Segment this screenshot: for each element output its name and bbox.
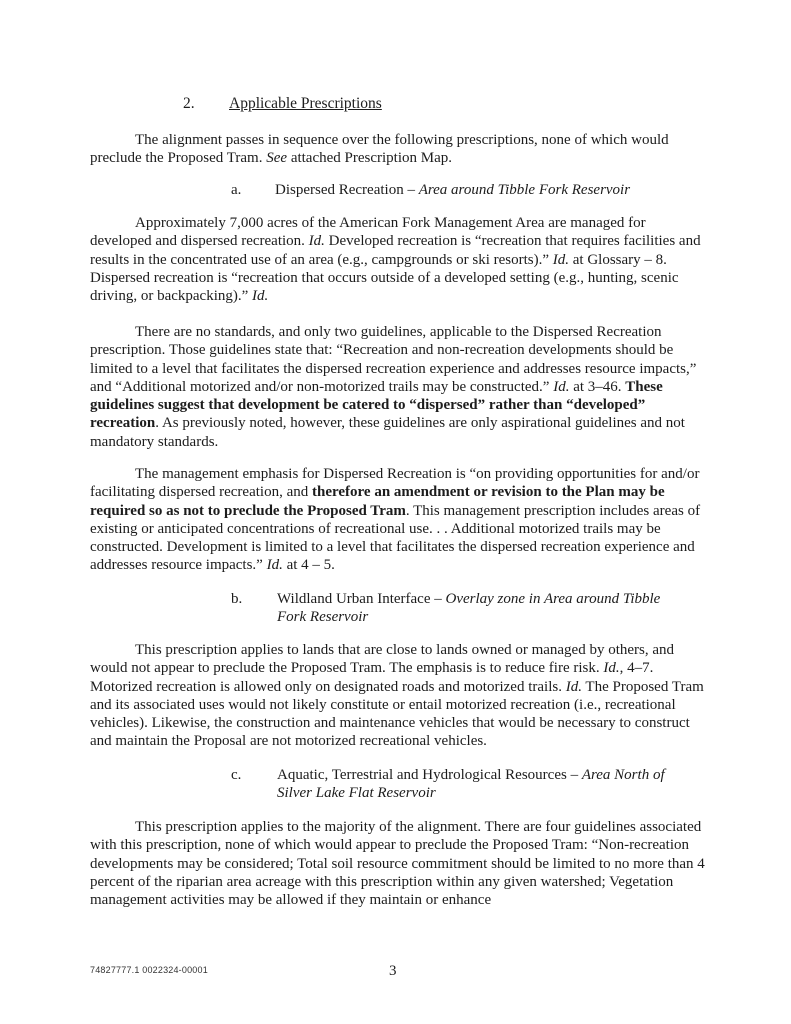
subsection-c-heading — [231, 766, 701, 806]
subsection-letter: c. — [231, 767, 242, 783]
text-run: The alignment passes in sequence over the following prescriptions, none of which would preclude the Proposed Tram. — [90, 132, 669, 167]
text-run: This prescription applies to the majority of the alignment. There are four guidelines associated with this prescription, none of which would appear to preclude the Proposed Tram: “Non-recreation developments may be considered; Total soil resource commitment should be limited to no more than 4 percent of the riparian area acreage with this prescription within any given watershed; Vegetation management activities may be allowed if they maintain or enhance — [90, 819, 705, 909]
subsection-title — [277, 590, 691, 627]
italic-run: Silver Lake Flat Reservoir — [277, 785, 436, 802]
text-run: at 3–46. — [569, 378, 626, 395]
text-run: The management emphasis for Dispersed Recreation is “on providing opportunities for and/or facilitating dispersed recreation, and — [90, 466, 700, 501]
section-number: 2. — [183, 95, 195, 112]
bold-run: These guidelines suggest that development be catered to “dispersed” rather than “developed” recreation — [90, 378, 663, 432]
text-run: , 4–7. Motorized recreation is allowed only on designated roads and motorized trails. — [90, 660, 654, 695]
paragraph-4 — [90, 641, 710, 751]
italic-run: Overlay zone in Area around Tibble — [445, 591, 661, 607]
subsection-title — [275, 181, 630, 199]
text-run: The Proposed Tram and its associated uses would not likely constitute or entail motorized recreation (i.e., recreational vehicles). Likewise, the construction and maintenance vehicles that would be necessary to construct and maintain the Proposal are not motorized recreational vehicles. — [90, 678, 704, 750]
text-run: attached Prescription Map. — [287, 150, 453, 167]
text-run: Developed recreation is “recreation that requires facilities and results in the concentrated use of an area (e.g., campgrounds or ski resorts).” — [90, 233, 701, 268]
italic-run: Area around Tibble Fork Reservoir — [418, 182, 631, 198]
paragraph-5 — [90, 818, 710, 909]
paragraph-2 — [90, 323, 710, 451]
section-title: Applicable Prescriptions — [229, 95, 382, 112]
text-run: . As previously noted, however, these guidelines are only aspirational guidelines and not mandatory standards. — [90, 415, 685, 450]
subsection-b-heading — [231, 590, 691, 630]
section-heading — [183, 94, 382, 114]
italic-run: Id. — [565, 678, 582, 695]
subsection-a-heading — [231, 181, 691, 201]
text-run: Wildland Urban Interface – — [277, 591, 446, 607]
italic-run: Fork Reservoir — [277, 609, 369, 626]
italic-run: Id. — [308, 233, 325, 250]
subsection-letter: b. — [231, 591, 243, 607]
subsection-letter: a. — [231, 182, 242, 198]
text-run: Approximately 7,000 acres of the American Fork Management Area are managed for developed and dispersed recreation. — [90, 215, 646, 250]
paragraph-3 — [90, 465, 710, 575]
italic-run: Id. — [553, 378, 570, 395]
text-run: Dispersed Recreation – — [275, 182, 419, 198]
italic-run: Id. — [266, 557, 283, 574]
text-run: Aquatic, Terrestrial and Hydrological Resources – — [277, 767, 582, 783]
document-id: 74827777.1 0022324-00001 — [90, 965, 208, 975]
italic-run: Id. — [252, 288, 269, 305]
text-run: at Glossary – 8. Dispersed recreation is “recreation that occurs outside of a developed setting (e.g., hunting, scenic driving, or backpacking).” — [90, 251, 679, 305]
bold-run: therefore an amendment or revision to the Plan may be required so as not to preclude the Proposed Tram — [90, 484, 665, 519]
italic-run: Area North of — [581, 767, 665, 783]
intro-paragraph — [90, 131, 710, 168]
page-number: 3 — [389, 963, 397, 979]
text-run: This prescription applies to lands that are close to lands owned or managed by others, and would not appear to preclude the Proposed Tram. The emphasis is to reduce fire risk. — [90, 642, 675, 677]
italic-run: Id. — [603, 660, 620, 677]
text-run: at 4 – 5. — [282, 557, 335, 574]
paragraph-1 — [90, 214, 710, 305]
subsection-title — [277, 766, 701, 803]
italic-run: See — [266, 150, 288, 167]
italic-run: Id. — [552, 251, 570, 268]
text-run: . This management prescription includes areas of existing or anticipated concentrations of recreational use. . . Additional motorized trails may be constructed. Development is limited to a level that facilitates the dispersed recreation experience and addresses resource impacts.” — [90, 502, 701, 574]
text-run: There are no standards, and only two guidelines, applicable to the Dispersed Recreation prescription. Those guidelines state that: “Recreation and non-recreation developments should be limited to a level that facilitates the dispersed recreation experience and addresses resource impacts,” and “Additional motorized and/or non-motorized trails may be constructed.” — [90, 324, 697, 395]
